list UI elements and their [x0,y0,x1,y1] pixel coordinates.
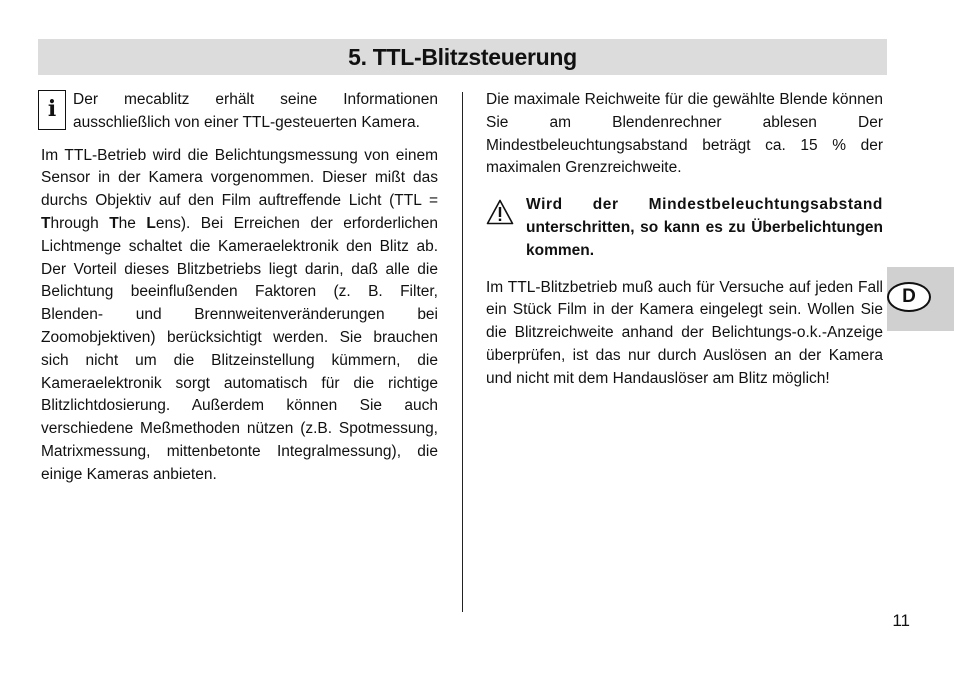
info-icon: i [38,90,66,130]
page-number: 11 [892,611,910,630]
column-divider [462,92,463,612]
range-paragraph: Die maximale Reichweite für die gewählte Blende können Sie am Blendenrechner ablesen Der Mindestbeleuchtungsabstand beträgt ca. 15 % der maximalen Grenzreichweite. [486,91,883,177]
section-tab-label: D [887,282,931,312]
warning-note [486,194,883,262]
warning-triangle-icon [486,199,514,225]
info-note [41,89,438,135]
film-paragraph: Im TTL-Blitzbetrieb muß auch für Versuche auf jeden Fall ein Stück Film in der Kamera eingelegt sein. Wollen Sie die Blitzreichweite anhand der Belichtungs-o.k.-Anzeige überprüfen, ist das nur durch Auslösen an der Kamera und nicht mit dem Handauslöser am Blitz möglich! [486,278,883,387]
ttl-word-the: he [118,214,147,232]
paragraph-text-end: ). Bei Erreichen der erforderlichen Lichtmenge schaltet die Kameraelektronik den Blitz ab. Der Vorteil dieses Blitzbetriebs liegt darin, daß alle die Belichtung beeinflußenden Faktoren (z. B. Filter, Blenden- und Brennweitenveränderungen bei Zoomobjektiven) berücksichtigt werden. Sie brauchen sich nicht um die Blitzeinstellung kümmern, die Kameraelektronik sorgt automatisch für die richtige Blitzlichtdosierung. Außerdem können Sie auch verschiedene Meßmethoden nützen (z.B. Spotmessung, Matrixmessung, mittenbetonte Integralmessung), die einige Kameras anbieten. [41,214,438,483]
section-tab [887,267,954,331]
ttl-letter-t1: T [41,214,51,232]
left-column [41,89,438,487]
paragraph-text-start: Im TTL-Betrieb wird die Belichtungsmessung von einem Sensor in der Kamera vorgenommen. Dieser mißt das durchs Objektiv auf den Film auftreffende Licht (TTL = [41,146,438,210]
warning-text: unterschritten, so kann es zu Überbelichtungen kommen. [526,218,883,259]
ttl-word-lens: ens [155,214,181,232]
title-bar [38,39,887,75]
ttl-letter-l: L [146,214,156,232]
warning-heading: Wird der Mindestbeleuchtungsabstand [526,196,883,214]
ttl-letter-t2: T [109,214,119,232]
right-column [486,89,883,391]
ttl-description-paragraph [41,145,438,487]
page-title: 5. TTL-Blitzsteuerung [348,44,577,70]
info-text: Der mecablitz erhält seine Informationen ausschließlich von einer TTL-gesteuerten Kamera. [73,91,438,131]
ttl-word-through: hrough [50,214,110,232]
